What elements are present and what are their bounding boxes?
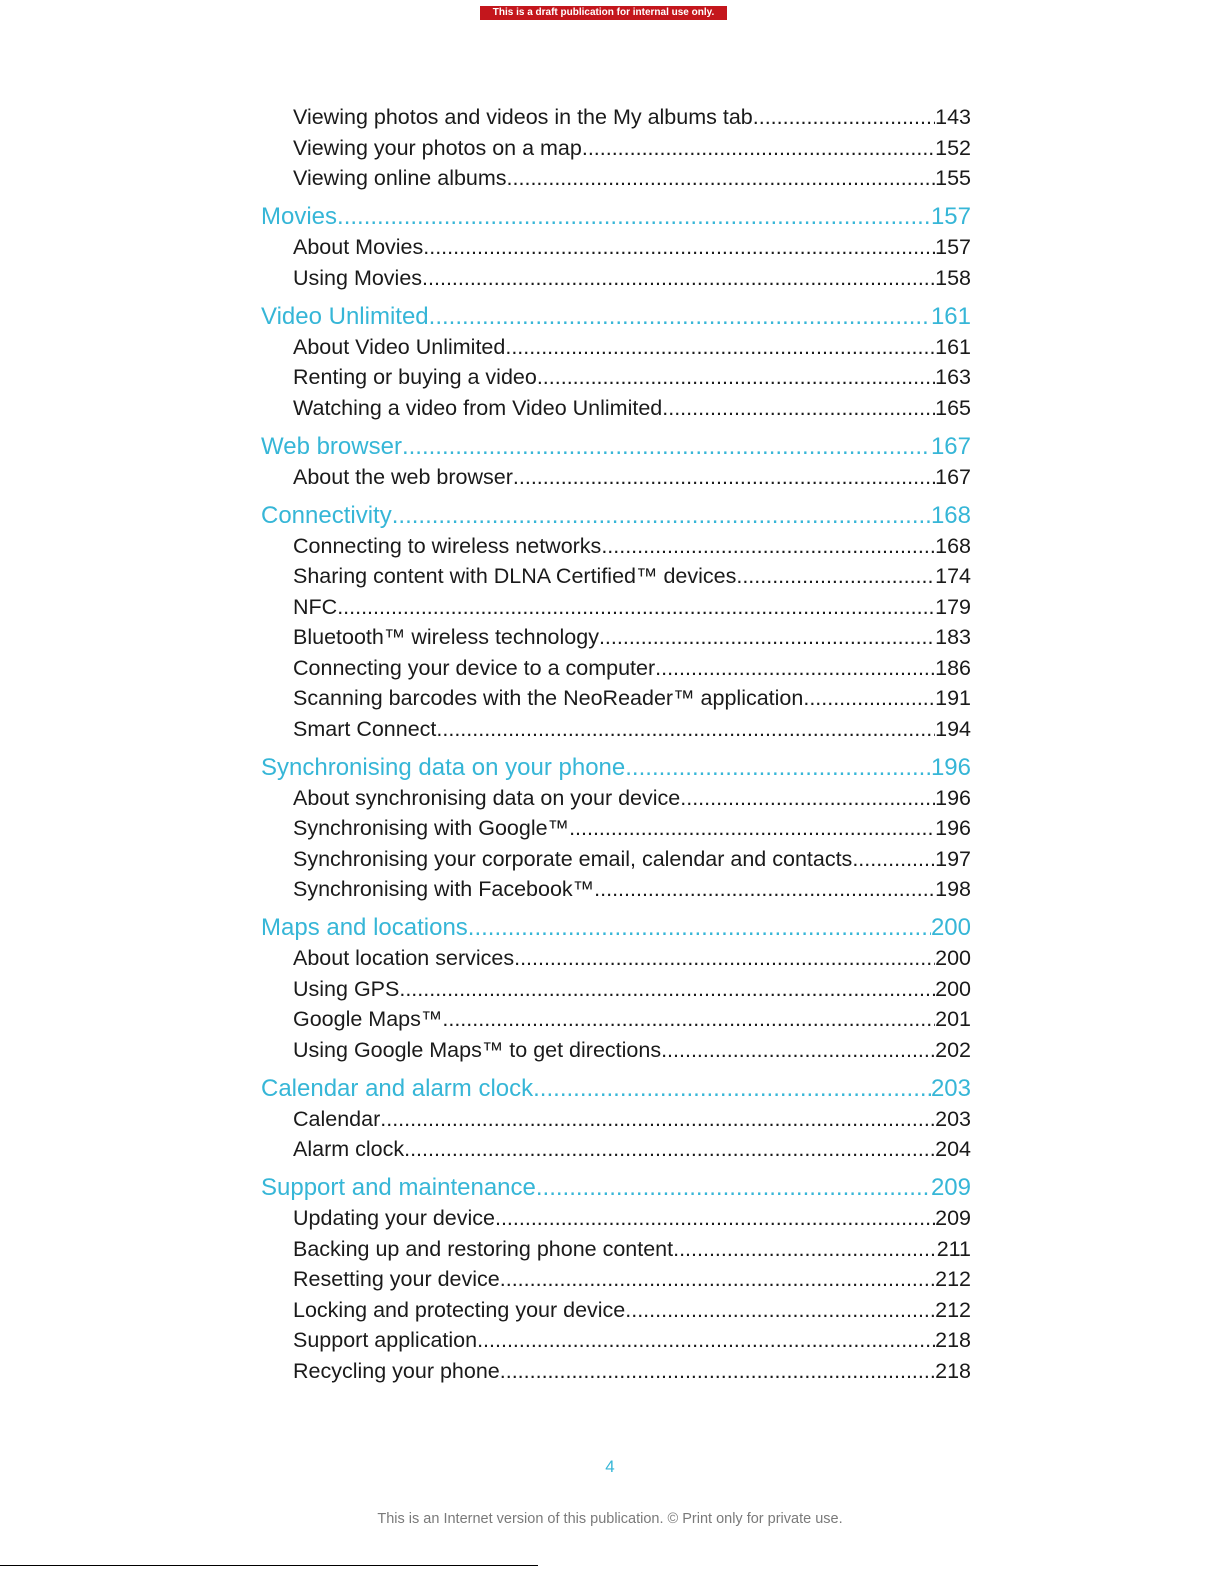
toc-entry-title: Viewing online albums (293, 166, 507, 190)
dot-leader (625, 752, 931, 783)
dot-leader (429, 301, 931, 332)
dot-leader (422, 263, 935, 294)
toc-entry-title: About the web browser (293, 464, 513, 489)
toc-entry-page: 198 (935, 877, 971, 901)
toc-entry-page: 201 (935, 1007, 971, 1031)
toc-entry-link[interactable] (261, 393, 971, 424)
toc-entry-title: Calendar (293, 1106, 381, 1131)
dot-leader (582, 133, 935, 164)
toc-entry-title: Resetting your device (293, 1267, 500, 1291)
dot-leader (468, 912, 931, 943)
dot-leader (442, 1004, 935, 1035)
toc-entry-page: 143 (935, 105, 971, 129)
toc-entry-link[interactable] (261, 874, 971, 905)
dot-leader (337, 592, 935, 623)
dot-leader (537, 362, 935, 393)
dot-leader (500, 1356, 935, 1387)
toc-entry-page: 155 (935, 166, 971, 190)
toc-entry-page: 204 (935, 1137, 971, 1161)
toc-entry-page: 174 (935, 564, 971, 588)
dot-leader (507, 163, 936, 194)
toc-entry-title: NFC (293, 594, 338, 619)
toc-section-link[interactable] (261, 752, 971, 783)
toc-entry-title: Synchronising with Google™ (293, 816, 570, 840)
dot-leader (736, 561, 935, 592)
toc-entry-title: Watching a video from Video Unlimited (293, 395, 663, 420)
toc-section-link[interactable] (261, 431, 971, 462)
toc-section-title: Maps and locations (261, 914, 468, 941)
dot-leader (601, 531, 935, 562)
toc-entry-page: 152 (935, 135, 971, 160)
dot-leader (436, 714, 935, 745)
toc-entry-title: Smart Connect (293, 716, 437, 741)
dot-leader (655, 653, 935, 684)
toc-section-title: Calendar and alarm clock (261, 1074, 534, 1102)
toc-entry-link[interactable] (261, 1035, 971, 1066)
toc-entry-link[interactable] (261, 133, 971, 164)
dot-leader (661, 1035, 935, 1066)
dot-leader (513, 462, 935, 493)
toc-section-title: Support and maintenance (261, 1174, 536, 1201)
toc-entry-page: 163 (935, 365, 971, 389)
toc-section-page: 161 (930, 302, 971, 330)
toc-section-link[interactable] (261, 201, 971, 232)
toc-entry-page: 197 (935, 846, 971, 871)
toc-entry-page: 179 (935, 594, 971, 619)
dot-leader (423, 232, 935, 263)
dot-leader (392, 500, 931, 531)
toc-section-link[interactable] (261, 301, 971, 332)
dot-leader (536, 1172, 931, 1203)
toc-entry-link[interactable] (261, 561, 971, 592)
dot-leader (599, 622, 935, 653)
toc-entry-title: Viewing photos and videos in the My albums tab (293, 105, 753, 129)
toc-section-page: 196 (930, 753, 971, 781)
toc-entry-title: Locking and protecting your device (293, 1297, 626, 1322)
toc-entry-link[interactable] (261, 332, 971, 363)
dot-leader (380, 1104, 935, 1135)
toc-entry-link[interactable] (261, 783, 971, 814)
dot-leader (402, 431, 931, 462)
toc-entry-link[interactable] (261, 943, 971, 974)
toc-entry-link[interactable] (261, 1104, 971, 1135)
toc-entry-link[interactable] (261, 362, 971, 393)
toc-entry-link[interactable] (261, 714, 971, 745)
toc-entry-link[interactable] (261, 1356, 971, 1387)
toc-entry-page: 218 (935, 1358, 971, 1383)
toc-entry-link[interactable] (261, 622, 971, 653)
toc-entry-link[interactable] (261, 1203, 971, 1234)
toc-section-title: Web browser (261, 432, 402, 460)
toc-section-page: 209 (930, 1174, 971, 1201)
toc-entry-title: Using Movies (293, 265, 423, 290)
dot-leader (662, 393, 935, 424)
toc-entry-title: Support application (293, 1328, 478, 1352)
toc-entry-page: 200 (935, 946, 971, 970)
toc-entry-link[interactable] (261, 462, 971, 493)
toc-entry-page: 165 (935, 395, 971, 420)
toc-section-page: 168 (930, 501, 971, 529)
dot-leader (625, 1295, 935, 1326)
toc-entry-page: 167 (935, 464, 971, 489)
dot-leader (337, 201, 931, 232)
toc-entry-link[interactable] (261, 263, 971, 294)
dot-leader (594, 874, 935, 905)
toc-section-title: Video Unlimited (261, 302, 429, 330)
toc-entry-page: 202 (935, 1037, 971, 1062)
toc-section-page: 167 (930, 432, 971, 460)
toc-entry-page: 183 (935, 625, 971, 649)
toc-section-title: Connectivity (261, 501, 392, 529)
dot-leader (505, 332, 935, 363)
toc-section-page: 200 (930, 914, 971, 941)
toc-entry-page: 168 (935, 533, 971, 558)
toc-entry-title: Alarm clock (293, 1137, 405, 1161)
toc-entry-title: Bluetooth™ wireless technology (293, 625, 599, 649)
toc-entry-title: Sharing content with DLNA Certified™ devices (293, 564, 737, 588)
dot-leader (533, 1073, 931, 1104)
dot-leader (673, 1234, 937, 1265)
toc-entry-link[interactable] (261, 531, 971, 562)
toc-entry-title: About Movies (293, 235, 424, 259)
toc-entry-page: 157 (935, 235, 971, 259)
toc-entry-page: 161 (935, 334, 971, 359)
dot-leader (399, 974, 935, 1005)
toc-entry-page: 209 (935, 1206, 971, 1230)
toc-entry-title: About location services (293, 946, 515, 970)
toc-entry-link[interactable] (261, 683, 971, 714)
dot-leader (753, 102, 935, 133)
toc-entry-title: Using Google Maps™ to get directions (293, 1037, 662, 1062)
toc-section-link[interactable] (261, 500, 971, 531)
toc-entry-link[interactable] (261, 1004, 971, 1035)
toc-entry-page: 212 (935, 1297, 971, 1322)
toc-entry-link[interactable] (261, 1325, 971, 1356)
draft-notice-banner: This is a draft publication for internal use only. (480, 6, 727, 20)
dot-leader (514, 943, 935, 974)
dot-leader (495, 1203, 935, 1234)
dot-leader (404, 1134, 935, 1165)
toc-entry-title: Scanning barcodes with the NeoReader™ application (293, 686, 804, 710)
table-of-contents (261, 102, 971, 1386)
toc-entry-link[interactable] (261, 163, 971, 194)
toc-entry-title: Viewing your photos on a map (293, 135, 582, 160)
page-number: 4 (605, 1457, 615, 1476)
toc-section-title: Movies (261, 203, 338, 230)
dot-leader (803, 683, 935, 714)
toc-entry-link[interactable] (261, 1134, 971, 1165)
toc-entry-link[interactable] (261, 653, 971, 684)
toc-entry-page: 200 (935, 976, 971, 1001)
bottom-rule (0, 1565, 538, 1566)
toc-entry-page: 218 (935, 1328, 971, 1352)
toc-entry-title: Recycling your phone (293, 1358, 500, 1383)
toc-entry-link[interactable] (261, 232, 971, 263)
toc-entry-link[interactable] (261, 813, 971, 844)
toc-entry-link[interactable] (261, 592, 971, 623)
toc-section-link[interactable] (261, 1172, 971, 1203)
toc-entry-link[interactable] (261, 102, 971, 133)
toc-section-page: 157 (930, 203, 971, 230)
toc-entry-title: About synchronising data on your device (293, 785, 681, 810)
toc-entry-title: Backing up and restoring phone content (293, 1236, 674, 1261)
toc-entry-title: Renting or buying a video (293, 365, 537, 389)
toc-section-link[interactable] (261, 912, 971, 943)
toc-section-title: Synchronising data on your phone (261, 753, 626, 781)
toc-entry-title: Synchronising with Facebook™ (293, 877, 595, 901)
toc-entry-title: Connecting to wireless networks (293, 533, 602, 558)
dot-leader (477, 1325, 935, 1356)
dot-leader (569, 813, 935, 844)
toc-entry-page: 158 (935, 265, 971, 290)
toc-section-page: 203 (930, 1074, 971, 1102)
dot-leader (680, 783, 935, 814)
dot-leader (500, 1264, 935, 1295)
toc-section-link[interactable] (261, 1073, 971, 1104)
toc-entry-page: 196 (935, 785, 971, 810)
toc-entry-page: 194 (935, 716, 971, 741)
toc-entry-link[interactable] (261, 1295, 971, 1326)
toc-entry-page: 203 (935, 1106, 971, 1131)
toc-entry-title: Connecting your device to a computer (293, 655, 656, 680)
toc-entry-link[interactable] (261, 844, 971, 875)
toc-entry-title: Updating your device (293, 1206, 495, 1230)
toc-entry-title: Synchronising your corporate email, calendar and contacts (293, 846, 853, 871)
toc-entry-link[interactable] (261, 1234, 971, 1265)
toc-entry-link[interactable] (261, 1264, 971, 1295)
dot-leader (852, 844, 935, 875)
toc-entry-page: 211 (936, 1236, 971, 1261)
toc-entry-page: 212 (935, 1267, 971, 1291)
toc-entry-title: Google Maps™ (293, 1007, 443, 1031)
toc-entry-page: 191 (935, 686, 971, 710)
toc-entry-page: 196 (935, 816, 971, 840)
footer-note: This is an Internet version of this publication. © Print only for private use. (377, 1511, 843, 1527)
toc-entry-title: About Video Unlimited (293, 334, 506, 359)
toc-entry-page: 186 (935, 655, 971, 680)
toc-entry-link[interactable] (261, 974, 971, 1005)
toc-entry-title: Using GPS (293, 976, 400, 1001)
